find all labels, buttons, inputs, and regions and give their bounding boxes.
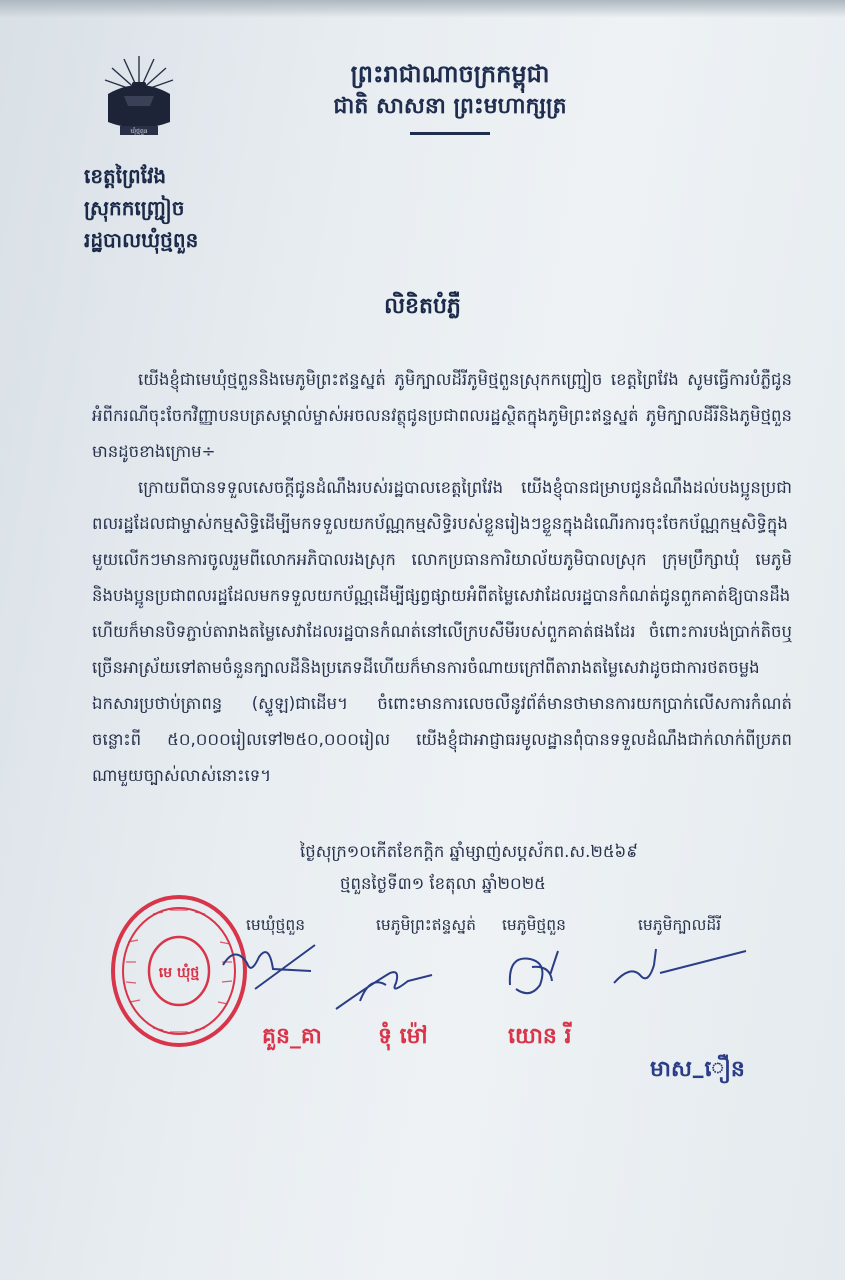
- signer-village-chief-1: មេភូមិព្រះឥន្ទស្នត់: [376, 916, 476, 934]
- province-label: ខេត្តព្រៃវែង: [84, 164, 167, 188]
- signer-village-chief-2: មេភូមិថ្មពួន: [502, 916, 566, 934]
- header-divider: [410, 132, 490, 135]
- national-motto: ជាតិ សាសនា ព្រះមហាក្សត្រ: [333, 93, 567, 119]
- logo-caption: ឃុំថ្មពួន: [130, 128, 148, 135]
- document-body: [92, 362, 792, 794]
- signed-name-village-chief-2: យោន រី: [508, 1023, 572, 1049]
- signer-commune-chief: មេឃុំថ្មពួន: [246, 916, 306, 934]
- signer-titles: [246, 915, 806, 939]
- signature-village-chief-3: [610, 945, 750, 995]
- document-header: [300, 58, 600, 135]
- commune-label: រដ្ឋបាលឃុំថ្មពួន: [84, 228, 199, 252]
- page-shadow: [0, 0, 845, 18]
- signature-village-chief-2: [500, 945, 580, 1005]
- signed-name-village-chief-1: ទុំ ម៉ៅ: [378, 1023, 428, 1049]
- lunar-date: ថ្ងៃសុក្រ១០កើតខែកក្ដិក ឆ្នាំម្សាញ់សប្តស័កព.ស.២៥៦៩: [300, 842, 638, 861]
- commune-seal-emblem-icon: [102, 52, 176, 138]
- district-label: ស្រុកកញ្ជ្រៀច: [84, 196, 185, 220]
- signer-village-chief-3: មេភូមិក្បាលដីរី: [638, 916, 722, 934]
- solar-date: ថ្មពួនថ្ងៃទី៣១ ខែតុលា ឆ្នាំ២០២៥: [340, 874, 546, 893]
- paragraph-main: ក្រោយពីបានទទួលសេចក្តីជូនដំណឹងរបស់រដ្ឋបាលខេត្តព្រៃវែង យើងខ្ញុំបានជម្រាបជូនដំណឹងដល់បងប្អូនប្រជាពលរដ្ឋដែលជាម្ចាស់កម្មសិទ្ធិដើម្បីមកទទួលយកប័ណ្ណកម្មសិទ្ធិរបស់ខ្លួនរៀងៗខ្លួនក្នុងដំណើរការចុះចែកប័ណ្ណកម្មសិទ្ធិក្នុងមួយលើកៗមានការចូលរួមពីលោកអភិបាលរងស្រុក លោកប្រធានការិយាល័យភូមិបាលស្រុក ក្រុមប្រឹក្សាឃុំ មេភូមិនិងបងប្អូនប្រជាពលរដ្ឋដែលមកទទួលយកប័ណ្ណដើម្បីផ្សព្វផ្សាយអំពីតម្លៃសេវាដែលរដ្ឋបានកំណត់ជូនពួកគាត់ឱ្យបានដឹងហើយក៏មានបិទភ្ជាប់តារាងតម្លៃសេវាដែលរដ្ឋបានកំណត់នៅលើក្របសឺមីរបស់ពួកគាត់ផងដែរ ចំពោះការបង់ប្រាក់តិចឬច្រើនអាស្រ័យទៅតាមចំនួនក្បាលដីនិងប្រភេទដីហើយក៏មានការចំណាយក្រៅពីតារាងតម្លៃសេវាដូចជាការថតចម្លងឯកសារប្រថាប់ត្រាពន្ធ (ស្ទូឡ)ជាដើម។ ចំពោះមានការលេចលឺនូវព័ត៌មានថាមានការយកប្រាក់លើសការកំណត់ចន្លោះពី ៥០,០០០រៀលទៅ២៥០,០០០រៀល យើងខ្ញុំជាអាជ្ញាធរមូលដ្ឋានពុំបានទទួលដំណឹងជាក់លាក់ពីប្រភពណាមួយច្បាស់លាស់នោះទេ។: [92, 478, 792, 785]
- signed-name-commune-chief: គួន_គា: [262, 1023, 322, 1049]
- administration-block: [84, 160, 198, 256]
- signature-commune-chief: [215, 935, 325, 995]
- stamp-center-text: មេ ឃុំថ្ម: [158, 965, 200, 981]
- signature-village-chief-1: [330, 955, 440, 1015]
- signed-name-village-chief-3: មាស_ឿន: [650, 1056, 745, 1082]
- document-title: លិខិតបំភ្លឺ: [384, 293, 461, 319]
- kingdom-title: ព្រះរាជាណាចក្រកម្ពុជា: [350, 59, 550, 88]
- paragraph-intro: យើងខ្ញុំជាមេឃុំថ្មពួននិងមេភូមិព្រះឥន្ទស្នត់ ភូមិក្បាលដីរីភូមិថ្មពួនស្រុកកញ្ជ្រៀច ខេត្តព្រៃវែង សូមធ្វើការបំភ្លឺជូនអំពីករណីចុះចែកវិញ្ញាបនបត្រសម្គាល់ម្ចាស់អចលនវត្ថុជូនប្រជាពលរដ្ឋស្ថិតក្នុងភូមិព្រះឥន្ទស្នត់ ភូមិក្បាលដីរីនិងភូមិថ្មពួនមានដូចខាងក្រោម÷: [92, 370, 792, 461]
